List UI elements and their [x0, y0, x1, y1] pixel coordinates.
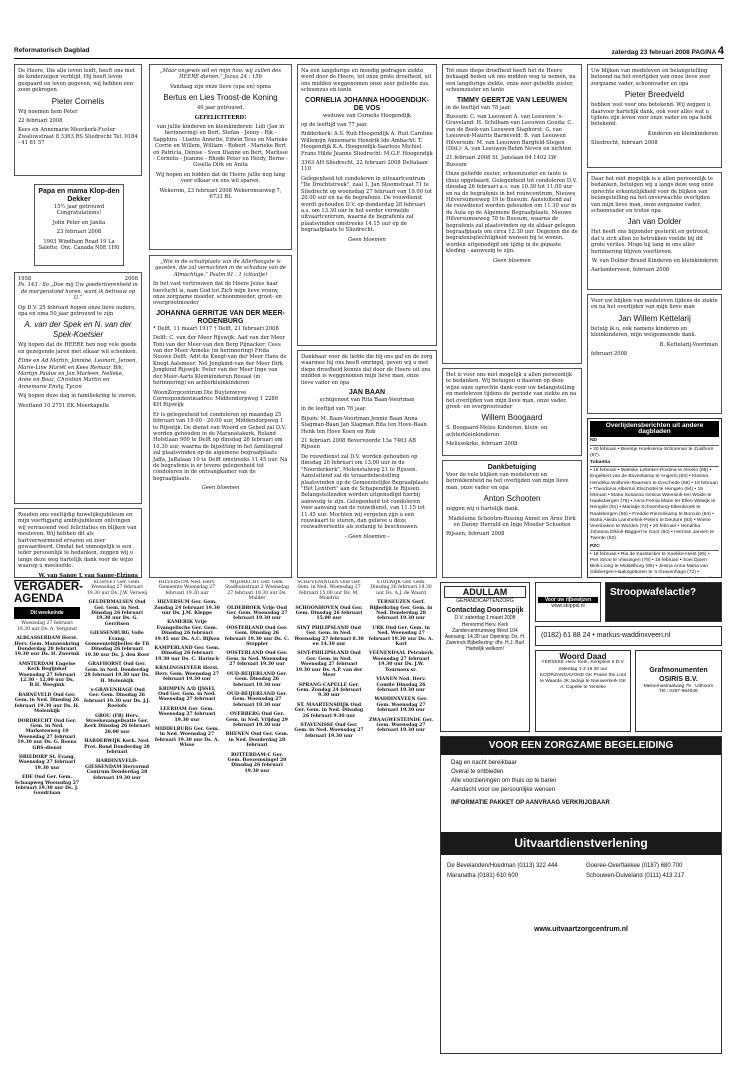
adullam-ad: ADULLAM GEHANDICAPTENZORG Contactdag Doornspijk D.V. zaterdag 1 maart 2008 Hervormd Herv. Kerk Zandercentrumweg West 104 Aanvang: 14.30 uur Opening: Ds. H. Zwerinck Bijbellezing: dhr. H.J. Burl Hartelijk welkom!	[440, 582, 530, 732]
agenda-column-6: STOLWIJK Ger. Gem. Dinsdag 26 februari 19.30 uur Ds. A.J. de Waard TERNEUZEN Gerf. Bijbelkring Ger. Gem. in Ned. Donderdag 28 februari 19.30 uur URK Oud Ger. Gem. in Ned. Woensdag 27 februari 19.30 uur Ds. A. Kort VEENENDAAL Petrakerk Woensdag 27 februari 19.30 uur Ds. J.W. Tournoox sr. VIANEN Ned. Herv. Comité Dinsdag 26 februari 19.30 uur WADDINXVEEN Ger. Gem. Woensdag 27 februari 19.30 uur ZWAAGWESTEINDE Ger. Gem. Woensdag 27 februari 19.30 uur	[368, 580, 434, 734]
thanks-ad-kettelarij: Voor uw blijken van medeleven tijdens de ziekte en na het overlijden van mijn lieve man Jan Willem Kettelarij betuig ik u, ook namens kinderen en kleinkinderen, mijn welgemeende dank. B. Kettelarij-Voortman februari 2008	[587, 294, 722, 414]
agenda-title: VERGADER-AGENDA Dit weekeinde	[14, 580, 80, 614]
woord-daad-ad: Woord Daad YERSEKE Herv. Kerk, Kerkplein 5 D.V. zaterdag 1-3 19.30 uur KOORZANGAVOND GK Praise the Lord te Waarde JK Jedaja te Nieuwerkerk GK A. Capelle te Yerseke	[535, 650, 631, 732]
uitvaart-ad: VOOR EEN ZORGZAME BEGELEIDING Dag en nacht bereikbaar Overal te ontbieden Alle voorzieningen om thuis op te baren Aandacht voor uw persoonlijke wensen INFORMATIE PAKKET OP AANVRAAG VERKRIJGBAAR Uitvaartdienstverlening De Bevelanden/Hoedman (0113) 322 444 Maranatha (0181) 610 600 Goeree-Overflakkee (0187) 680 700 Schouwen-Duiveland (0111) 413 217 www.uitvaartzorgcentrum.nl	[440, 736, 722, 1054]
deceased-name: CORNELIA JOHANNA HOOGENDIJK-DE VOS	[305, 96, 429, 112]
agenda-column-4: MIJDRECHT Ger. Gem. Stadhuisstraat 2 Woensdag 27 februari 19.30 uur Ds. Mulder OLDEBROEK Vrije Oud Ger. Gem. Woensdag 27 februari 19.30 uur OOSTERLAND Oud Ger. Gem. Dinsdag 26 februari 19.30 uur Ds. C. Stoppler OOSTERLAND Oud Ger. Gem. in Ned. Woensdag 27 februari 19.30 uur OUD-BEIJERLAND Ger. Gem. Dinsdag 26 februari 19.30 uur OUD-BEIJERLAND Ger. Gem. Woensdag 27 februari 19.30 uur OVERBERG Oud Ger. Gem. in Ned. Vrijdag 29 februari 19.30 uur RHENEN Oud Ger. Gem. in Ned. Donderdag 28 februari ROTTERDAM-C Ger. Gem. Boezemsingel 20 Dinsdag 26 februari 19.30 uur	[224, 580, 290, 774]
obituaries-other-papers: Overlijdensberichten uit andere dagbladen ND • 20 februari • Beentje Hoeksema-Schrieman te Zuidhorn (97). Tubantia • 16 februari • Wietske Lettinker-Postma te Almelo (89) • Engelbert van de Bovenkamp te Angerlo (83) • Klasina Hendrika Wolbrink-Raamers te Enschede (86) • 18 februari • Theodorus Albertus Elschottel te Hengelo (94) • 19 februari • Maria Susanna Gesina Weersink-ten Wolde te Haaksbergen (78) • Anna Femia Marie ter Ellen-Woleijk te Rengsle (91) • Mariatje Schoemberg-Elkenbroek te Raalsbergen (66) • Freddie Riezenkamp te Borculo (84) • Maria Aleida Lammerink-Peters te Deuture (83) • Wiene Veenbaken te Worden (74) • 20 februari • Hendrika Johanna Elkink-Baggert te Goor (84) • Herman Jansen te Twente (83). PZC • 18 februari • Ria de Kasstecker te Koekke-Heist (65) • Piet Stroo te Vlissingen (79) • 19 februari • Soei Djoen Bink-Liong te Middelburg (85) • Jesina Anna Maria van Gilsbergen-Haaksgeboren te 's-Gravenhage (72) •	[587, 418, 722, 578]
thanks-ad-breedveld: Uw blijken van medeleven en belangstelling betoond na het overlijden van onze lieve zeer zorgzame vader, schoonvader en opa Pieter Breedveld hebben veel voor ons betekend. Wij zeggen u daarvoor hartelijk dank, ook voor alles wat u tijdens zijn leven voor onze vader en opa hebt betekend. Kinderen en kleinkinderen Sliedrecht, februari 2008	[587, 64, 722, 168]
agenda-column-3: HILVERSUM Ned. Herv. Gemeente Woensdag 27 februari 19.30 uur HILVERSUM Ger. Gem. Zondag 24 februari 19.30 uur Ds. J.M. Kleppe KAMERIK Vrije Evangelische Ger. Gem. Dinsdag 26 februari 19.45 uur Ds. A.C. Rijken KAMPERLAND Ger. Gem. Dinsdag 26 februari 19.30 uur Ds. C. Harinck KRALINGSEVEER Herst. Herv. Gem. Woensdag 27 februari 19.30 uur KRIMPEN A/D IJSSEL Oud Ger. Gem. in Ned. Woensdag 27 februari LEERDAM Ger. Gem. Woensdag 27 februari 19.30 uur MIDDELBURG Ger. Gem. in Ned. Woensdag 27 februari 19.30 uur Ds. A. Wisse	[154, 580, 220, 749]
agenda-column-2: ELSPEET Ger. Gem. Woensdag 27 februari 19.30 uur Ds. J.W. Verweij GELDERMALSEN Oud Ger. Gem. in Ned. Dinsdag 26 februari 19.30 uur Ds. G. Gerritsen GIESSENBURG Volle Evang. Gemeentebijbelles de Til Dinsdag 26 februari 19.30 uur Ds. J. den Boer GRAFHORST Oud Ger. Gem. in Ned. Donderdag 28 februari 19.30 uur Ds. H. Molenkijk 's-GRAVENHAGE Oud Ger. Gem. Dinsdag 26 februari 19.30 uur Ds. J.J. Roelofs GROU (FR) Herv. Streekevangelisatie Ger. Kerk Dinsdag 26 februari 20.00 uur HARDERWIJK Kerk. Ned. Prot. Bond Donderdag 28 februari HARDINXVELD-GIESSENDAM Hervormd Centrum Donderdag 28 februari 19.30 uur	[84, 580, 150, 781]
stroopwafel-phone: (0182) 61 88 24 • markus-waddinxveen.nl	[535, 626, 722, 646]
thanks-ad-dolder: Daar het niet mogelijk is u allen persoonlijk te bedanken, betuigen wij u langs deze weg onze oprechte erkentelijkheid voor de blijken van belangstelling na het onverwachte overlijden van mijn lieve man, onze zorgzame vader, schoonvader en trotse opa Jan van Dolder Het heeft ons bijzonder gesterkt en getroost, dat u zich allen zo betrokken voelde bij dit grote verlies. Moge hij lang in ons aller herinnering blijven voortleven. W. van Dolder-Brand Kinderen en kleinkinderen Aarlanderveen, februari 2008	[587, 172, 722, 290]
birth-ad-pieter: De Heere, Die alle leven leidt, heeft ons met de kinderzegen verblijd. Hij heeft leven gespaard en leven gegeven, wij hebben een zoon gekregen Pieter Cornelis Wij noemen hem Peter 22 februari 2008 Kees en Annemarie Meerkerk-Fuster Zwaluwstraat 8 3363 RS Sliedrecht Tel. 0184 - 41 81 57	[14, 64, 142, 176]
page-header	[14, 44, 724, 59]
page-info: zaterdag 23 februari 2008 PAGINA 4	[611, 45, 724, 57]
anniversary-ad-troost: „Maar ongewis wil en mijn hoo; wij zullen des HEERE dienen.” Jozua 24 : 15b Vandaag zijn onze lieve (opa en) opma Bertus en Lies Troost-de Koning 40 jaar getrouwd. GEFELICITEERD! van jullie kinderen en kleinkinderen: Lidi (Jan in herinnering) en Bert, Stefan - Jenny - Rik - Sapphira - Lisette Annette, Edwin Teus en Marieke Corrie en Willem, William - Robert - Marieke Bert en Patricia, Denise - Sven Dianne en Bert, Marlisse - Cornelis - Jeanine - Rhode Peter en Heidy, Berne - Gisella Dirk en Anita Wij hopen en bidden dat de Heere jullie nog lang voor elkaar en ons wil sparen. Wekerom, 23 februari 2008 Wekeromseweg 7, 6733 BL	[149, 64, 292, 250]
deceased-name: TIMMY GEERTJE VAN LEEUWEN	[456, 96, 568, 104]
thanks-ad-vandesand: Rouden ons veeltijdig huwelijksjubileum en mijn veertigjarig ambtsjubileum ontvingen wij verrassend veel felicitaties en blijken van meeleven. Wij hebben dit als hartverwarmend ervaren en zeer gewaardeerd. Omdat het onmogelijk is een ieder persoonlijk te bedanken, zeggen wij u langs deze weg hartelijk dank voor de wijze waarop u meeleefde. W. van Sange J. van Sange-Elzinga	[14, 508, 142, 578]
stroopwafel-ad: Stroopwafelactie?	[605, 582, 722, 622]
couple-name: A. van der Spek en N. van der Spek-Koetsier	[24, 320, 132, 340]
anniversary-ad-spek: 1958 2008 Ps. 143 : 8a „Doe mij Uw goedertierenheid in de morgenstond horen, want ik betrouw op U.” Op D.V. 25 februari hopen onze lieve ouders, opa en oma 50 jaar getrouwd te zijn A. van der Spek en N. van der Spek-Koetsier Wij hopen dat de HEERE hen nog vele goede en gezegende jaren met elkaar wil schenken. Eline en Ad Martin, Jannine, Leonart, Jeroen, Marie-Line Mariët en Kees Remaar, Bik, Martijn Paulus en Jan Marleen, Nelleke, Anne en Boaz, Christian Martin en Annemarie Emily, Tycon Wij hopen deze dag in familiekring te vieren. Westland 10 2751 EK Moerkapelle	[14, 272, 142, 504]
thanks-ad-boogaard: Het is voor ons niet mogelijk u allen persoonlijk te bedanken. Wij betuigen u daarom op deze wijze onze oprechte dank voor uw belangstelling en medeleven tijdens de periode van ziekte en na het overlijden van mijn lieve man, onze vader, groot- en overgrootvader Willem Boogaard S. Boogaard-Meles Kinderen, klein- en achterkleinkinderen Melissekrke, februari 2008	[442, 368, 582, 456]
anniversary-ad-papa: Papa en mama Klop-den Dekker 15½ jaar getrouwd Congratulations! John Peter en Janita 23 februari 2008 1903 Windham Road 19 La Salette, Ont. Canada N0E 1H0	[34, 184, 124, 266]
thanks-ad-schooten: Dankbetuiging Voor de vele blijken van medeleven en betrokkenheid na het overlijden van mijn lieve man, onze vader en opa Anton Schooten zeggen wij u hartelijk dank. Madeleine Schooten-Rissing Annet en Arno Dirk en Danny Herrald en Inge Moeder Schooten Rijssen, februari 2008	[442, 460, 582, 578]
obituary-johanna: „Wie in de schuilplaats van de Allerhoogste is gezeten, die zal vernachten in de schaduw van de Almachtige.” Psalm 91 : 1 (citaatje) In het vast vertrouwen dat de Heere Jezus haar toevlucht is, nam God tot Zich mijn lieve vrouw, onze zorgzame moeder, schoonmoeder, groot- en overgrootmoeder JOHANNA GERRITJE VAN DER MEER-RODENBURG * Delft, 11 maart 1917 † Delft, 21 februari 2008 Delft: C. van der Meer Rijswijk: Aad van der Meer Toni van der Meer-van den Berg Pijnacker: Cees van der Meer Anneke (in herinnering) Frida Nouwe Delft: Adri de Knegt-van der Meer Hans de Knegt Aalsmeer: Nel Jongkind-van der Meer Dirk Jongkind Rijswijk: Peter van der Meer Inge van der Meer-Aarts Kleinkinderen Bouaal (in herinnering) en achterkleinkinderen WoonZorgcentrum Die Buytenwyve Correspondentieadres: Middendorpweg 1 2286 KH Rijswijk Er is gelegenheid tot condoleren op maandag 25 februari van 19.00 - 20.00 uur, Middendorpweg 1 te Rijswijk. De dienst van Woord en Gebed zal D.V. worden gehouden in de Maranatakerk, Roland Holstlaan 900 te Delft op dinsdag 26 februari om 10.30 uur, waarna de bijzetting in het familiegraf zal plaatsvinden op de algemene begraafplaats Jaffa, Jaffalaan 10 te Delft omstreeks 11.45 uur. Na de begrafenis is er tevens gelegenheid tot condoleren in de ontvangkamer van de begraafplaats. Geen bloemen	[149, 255, 292, 578]
newspaper-name: Reformatorisch Dagblad	[14, 47, 90, 54]
couple-name: Bertus en Lies Troost-de Koning	[163, 93, 278, 103]
birth-name: Pieter Cornelis	[51, 96, 105, 106]
deceased-name: JAN BAAN	[348, 389, 386, 397]
rijbewijzen-ad: Voor uw rijbewijzen www.stoppel.nl	[535, 582, 601, 622]
osiris-ad: Grafmonumenten OSIRIS B.V. Meinemastraatweg 75 · Uithoorn Tel.: 0297-564646	[635, 650, 722, 732]
obituary-timmy: Tot onze diepe droefheid heeft het de Heere behaagd heden uit ons midden weg te nemen, na een langdurige ziekte, onze zeer geliefde zuster, schoonzuster en tante TIMMY GEERTJE VAN LEEUWEN in de leeftijd van 78 jaar. Bussum: C. van Leeuwen A. van Leeuwen 's-Graveland: H. Schilham-van Leeuwen Gouda: C. van de Beek-van Leeuwen Staphorst: G. van Leeuwen-Maurits Barneveld: B. van Leeuwen Hilversum: M. van Leeuwen Bargfeld-Stegen (Dld.): A. van Leeuwen-Behm Neven en nichten 21 februari 2008 St. Janslaan 64 1402 LW Bussum Onze geliefde zuster, schoonzuster en tante is thuis opgebaard. Gelegenheid tot condoleren D.V. dinsdag 26 februari a.s. van 10.30 tot 11.00 uur en na de begrafenis in het rouwcentrum, Nieuwe Hilversumseweg 19 te Bussum. Aansluitend zal de rouwdienst worden gehouden om 11.30 uur in de Aula op de Algemene Begraafplaats, Nieuwe Hilversumseweg 78 te Bussum, waarna de begrafenis zal plaatsvinden op de aldaar gelegen begraafplaats om circa 12.30 uur. Degenen die de begrafenisplechtigheid wensen bij te wonen, worden uitgenodigd om tijdig in de gepaste kleding - aanwezig te zijn. Geen bloemen	[442, 64, 582, 364]
agenda-column-1: AAGTEKERKE Ger. Gem. Woensdag 27 februari 19.30 uur Ds. A. Vergunst ALBLASSERDAM Herst. Herv. Gem. Mannenkring Donderdag 28 februari 19.30 uur Ds. H. Zwerink AMSTERDAM Engelse Kerk Begijnhof Woensdag 27 februari 12.30 - 12.00 uur Ds. B.H. Weegink BARNEVELD Oud Ger. Gem. in Ned. Dinsdag 26 februari 19.30 uur Ds. H. Molenkijk DORDRECHT Oud Ger. Gem. in Ned. Marketenweg 10 Woensdag 27 februari 19.30 uur Ds. G. Boens GBS-dienst DRIEDORP St. Evang. Woensdag 27 februari 19.30 uur EDE Oud Ger. Gem. Schaapweg Woensdag 27 februari 19.30 uur Ds. J. Goudriaan	[14, 616, 80, 797]
obituary-jan-baan: Dankbaar voor de liefde die hij ons gaf en de zorg waarmee hij ons heeft omringd, geven wij u met diepe droefheid kennis dat door de Heere uit ons midden is weggenomen mijn lieve man, onze lieve vader en opa JAN BAAN echtgenoot van Rita Baan-Voortman in de leeftijd van 76 jaar. Bijsen: M. Baan-Voortman Jennie Baan Anna Slagman-Baan Jan Slagman Rita ten Hove-Baan Henk ten Hove Koen en Rob 21 februari 2008 Bevervoorde 13a 7463 AB Rijssen De rouwdienst zal D.V. worden gehouden op dinsdag 26 februari om 13.00 uur in de "Noorderkerk", Molenstalweg 21 te Rijssen. Aansluitend zal de teraardebestelling plaatsvinden op de Gemeentelijke Begraafplaats "Het Lentfert" aan de Schapendijk te Rijssen. Belangstellenden worden uitgenodigd hierbij aanwezig te zijn. Gelegenheid tot condoleren voor aanvang van de rouwdienst, van 11.15 tot 11.45 uur. Mochten wij vergeten zijn u een rouwkaart te sturen, dan gelieve u deze rouwadvertentie als zodanig te beschouwen. - Geen bloemen -	[297, 350, 437, 578]
deceased-name: JOHANNA GERRITJE VAN DER MEER-RODENBURG	[156, 309, 285, 325]
agenda-column-5: SCHEVENINGEN Oud Ger. Gem. in Ned. Woensdag 27 februari 15.00 uur Ds. M. Mondria SCHOONHOVEN Oud Ger. Gem. Dinsdag 26 februari 15.00 uur SINT PHILIPSLAND Oud Ger. Gem. in Ned. Woensdag 27 februari 8.30 en 14.30 uur SINT-PHILIPSLAND Oud Ger. Gem. in Ned. Woensdag 27 februari 19.30 uur Ds. A.P. van der Meer SPRANG-CAPELLE Ger. Gem. Zondag 24 februari 9.30 uur ST. MAARTENSDIJK Oud Ger. Gem. in Ned. Dinsdag 26 februari 9.30 uur STAVENISSE Oud Ger. Gem. in Ned. Woensdag 27 februari 19.30 uur	[294, 580, 364, 739]
obituary-cornelia: Na een langdurige en moedig gedragen ziekte werd door de Heere, tot onze grote droefheid, uit ons midden weggenomen onze zeer geliefde zus, schoonzus en tante CORNELIA JOHANNA HOOGENDIJK-DE VOS weduwe van Cornelis Hoogendijk op de leeftijd van 77 jaar. Ridderkerk: A.S. Ruit-Hoogendijk A. Ruit Caroline Willemijn Annemarie Hendrik Ido Ambacht: T. Hoogendijk K.A. Hoogendijk-Saarloos Michiel Frans Hilde Jeanne Sliedrecht: M.G.F. Hoogendijk 3363 AH Sliedrecht, 22 februari 2008 Deltalaan 110 Gelegenheid tot condoleren in uitvaartcentrum "De Drechtstreek", zaal 1, Jan Stoomstraat 71 te Sliedrecht op woensdag 27 februari van 19.00 tot 20.00 uur en na de begrafenis. De rouwdienst wordt gehouden D.V. op donderdag 28 februari a.s. om 13.30 uur in het eerder vermelde uitvaartcentrum, waarna de begrafenis zal plaatsvinden omstreeks 14.15 uur op de begraafplaats te Sliedrecht. Geen bloemen	[297, 64, 437, 346]
